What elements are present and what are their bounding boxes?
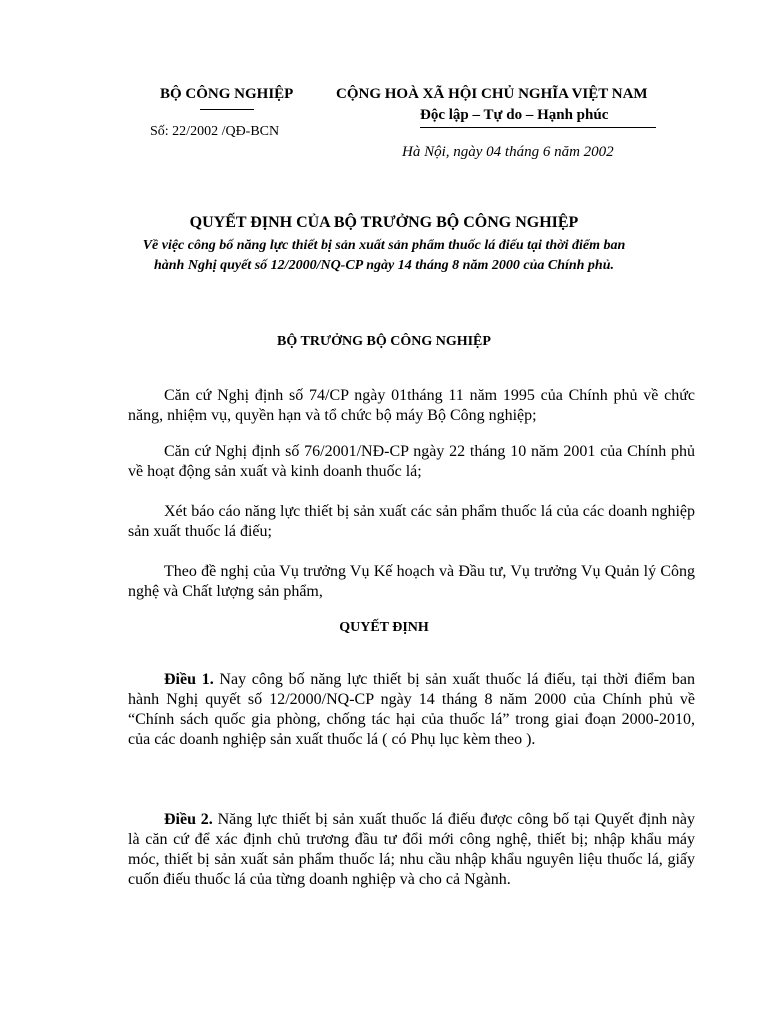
basis-paragraph: Xét báo cáo năng lực thiết bị sản xuất các sản phẩm thuốc lá của các doanh nghiệp sản xuất thuốc lá điếu;: [128, 503, 695, 540]
place-date: Hà Nội, ngày 04 tháng 6 năm 2002: [402, 144, 614, 160]
republic-name: CỘNG HOÀ XÃ HỘI CHỦ NGHĨA VIỆT NAM: [336, 86, 648, 102]
article-text: Nay công bố năng lực thiết bị sản xuất thuốc lá điếu, tại thời điểm ban hành Nghị quyết số 12/2000/NQ-CP ngày 14 tháng 8 năm 2000 của Chính phủ về “Chính sách quốc gia phòng, chống tác hại của thuốc lá” trong giai đoạn 2000-2010, của các doanh nghiệp sản xuất thuốc lá ( có Phụ lục kèm theo ).: [128, 671, 696, 748]
article-label: Điều 1.: [164, 671, 214, 688]
article-1: [128, 670, 695, 750]
national-motto: Độc lập – Tự do – Hạnh phúc: [420, 107, 609, 123]
decision-heading: QUYẾT ĐỊNH: [339, 620, 429, 635]
document-number: Số: 22/2002 /QĐ-BCN: [150, 124, 280, 139]
motto-underline: [420, 127, 656, 128]
article-text: Năng lực thiết bị sản xuất thuốc lá điếu được công bố tại Quyết định này là căn cứ để xác định chủ trương đầu tư đổi mới công nghệ, thiết bị; nhập khẩu máy móc, thiết bị sản xuất sản phẩm thuốc lá; nhu cầu nhập khẩu nguyên liệu thuốc lá, giấy cuốn điếu thuốc lá của từng doanh nghiệp và cho cả Ngành.: [128, 811, 696, 888]
basis-paragraph: Căn cứ Nghị định số 76/2001/NĐ-CP ngày 22 tháng 10 năm 2001 của Chính phủ về hoạt động sản xuất và kinh doanh thuốc lá;: [128, 443, 695, 480]
article-2: [128, 810, 695, 890]
ministry-name: BỘ CÔNG NGHIỆP: [160, 86, 294, 102]
basis-paragraph: Căn cứ Nghị định số 74/CP ngày 01tháng 11 năm 1995 của Chính phủ về chức năng, nhiệm vụ, quyền hạn và tổ chức bộ máy Bộ Công nghiệp;: [128, 387, 695, 424]
minister-heading: BỘ TRƯỞNG BỘ CÔNG NGHIỆP: [277, 334, 491, 349]
basis-paragraph: Theo đề nghị của Vụ trưởng Vụ Kế hoạch và Đầu tư, Vụ trưởng Vụ Quản lý Công nghệ và Chất lượng sản phẩm,: [128, 563, 695, 600]
document-subtitle: Về việc công bố năng lực thiết bị sản xuất sản phẩm thuốc lá điếu tại thời điểm ban hành Nghị quyết số 12/2000/NQ-CP ngày 14 tháng 8 năm 2000 của Chính phủ.: [142, 238, 626, 273]
document-title: QUYẾT ĐỊNH CỦA BỘ TRƯỞNG BỘ CÔNG NGHIỆP: [189, 214, 579, 231]
ministry-underline: [200, 109, 254, 110]
article-label: Điều 2.: [164, 811, 213, 828]
